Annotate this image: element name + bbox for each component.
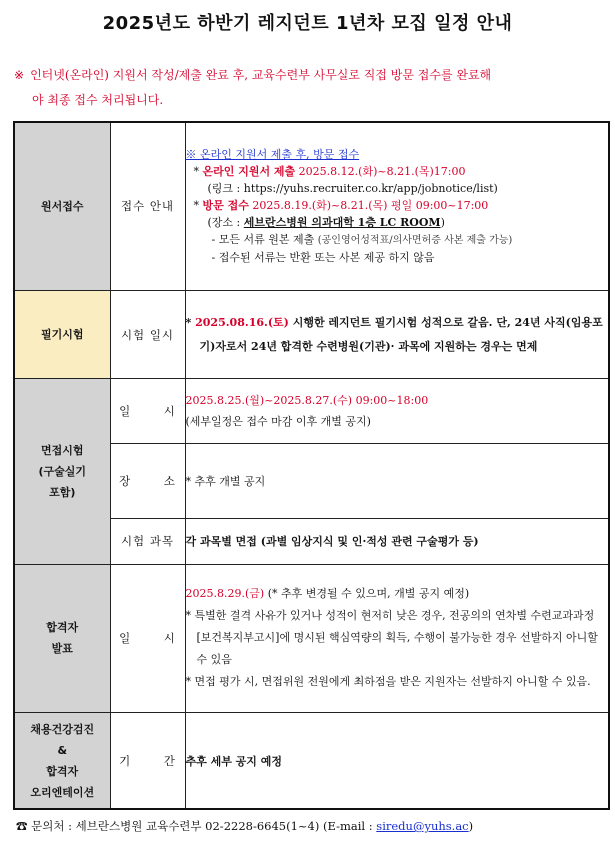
apply-note2: - 접수된 서류는 반환 또는 사본 제공 하지 않음: [211, 251, 435, 265]
written-sub: 시험 일시: [110, 290, 185, 378]
interview-place: * 추후 개별 공지: [185, 444, 609, 518]
result-date-note: (* 추후 변경될 수 있으며, 개별 공지 예정): [267, 587, 470, 601]
interview-subject: 각 과목별 면접 (과별 임상지식 및 인·적성 관련 구술평가 등): [185, 518, 609, 564]
interview-sub-date: 일 시: [110, 379, 185, 444]
health-row: [14, 713, 609, 809]
result-row: [14, 564, 609, 712]
result-content: [185, 564, 609, 712]
apply-row: [14, 122, 609, 290]
written-content: [185, 290, 609, 378]
page-title: 2025년도 하반기 레지던트 1년차 모집 일정 안내: [102, 13, 513, 34]
apply-note1-small: (공인영어성적표/의사면허증 사본 제출 가능): [317, 235, 513, 247]
health-category: 채용건강검진 & 합격자 오리엔테이션: [14, 713, 110, 809]
written-category: 필기시험: [14, 290, 110, 378]
result-date-line: [186, 583, 609, 605]
apply-link[interactable]: (링크 : https://yuhs.recruiter.co.kr/app/jobnotice/list): [207, 182, 498, 196]
written-text: * 2025.08.16.(토) 시행한 레지던트 필기시험 성적으로 갈음. 단, 24년 사직(임용포기)자로서 24년 합격한 수련병원(기관)· 과목에 지원하는 경우는 면제: [185, 315, 603, 353]
interview-sub-subject: 시험 과목: [110, 518, 185, 564]
apply-place: (장소 : 세브란스병원 의과대학 1층 LC ROOM): [207, 216, 445, 230]
contact-email-link[interactable]: siredu@yuhs.ac: [376, 819, 469, 833]
apply-sub: 접수 안내: [110, 122, 185, 290]
interview-date-note: (세부일정은 접수 마감 이후 개별 공지): [185, 415, 371, 429]
interview-category: 면접시험 (구술실기 포함): [14, 379, 110, 565]
health-text: 추후 세부 공지 예정: [185, 713, 609, 809]
interview-sub-place: 장 소: [110, 444, 185, 518]
health-sub: 기 간: [110, 713, 185, 809]
notice-line1: 인터넷(온라인) 지원서 작성/제출 완료 후, 교육수련부 사무실로 직접 방문 접수를 완료해: [30, 68, 492, 82]
apply-category: 원서접수: [14, 122, 110, 290]
written-row: [14, 290, 609, 378]
notice: [14, 63, 610, 113]
apply-visit: * 방문 접수 2025.8.19.(화)~8.21.(목) 평일 09:00~17:00: [193, 199, 489, 213]
written-date: 2025.08.16.(토): [195, 315, 289, 329]
apply-content: [185, 122, 609, 290]
apply-heading: ※ 온라인 지원서 제출 후, 방문 접수: [185, 148, 360, 162]
result-category: 합격자 발표: [14, 564, 110, 712]
notice-line2: 야 최종 접수 처리됩니다.: [32, 93, 164, 107]
schedule-table: [13, 121, 610, 810]
apply-online-label: 온라인 지원서 제출: [202, 165, 296, 179]
notice-mark: ※: [14, 68, 25, 82]
interview-date-row: [14, 379, 609, 444]
result-date: 2025.8.29.(금): [185, 587, 265, 601]
interview-date-content: [185, 379, 609, 444]
result-sub: 일 시: [110, 564, 185, 712]
result-bullet1: * 특별한 결격 사유가 있거나 성적이 현저히 낮은 경우, 전공의의 연차별 수련교과과정 [보건복지부고시]에 명시된 핵심역량의 획득, 수행이 불가능한 경우 선발하지 아니할 수 있음: [185, 609, 598, 667]
apply-online-date: 2025.8.12.(화)~8.21.(목)17:00: [298, 165, 466, 179]
apply-visit-label: 방문 접수: [202, 199, 249, 213]
apply-place-name: 세브란스병원 의과대학 1층 LC ROOM: [243, 216, 441, 230]
contact-label: ☎ 문의처 : 세브란스병원 교육수련부 02-2228-6645(1~4) (E-mail :: [16, 819, 377, 833]
apply-online: * 온라인 지원서 제출 2025.8.12.(화)~8.21.(목)17:00: [193, 165, 466, 179]
interview-date: 2025.8.25.(월)~2025.8.27.(수) 09:00~18:00: [185, 394, 429, 408]
result-bullet2: * 면접 평가 시, 면접위원 전원에게 최하점을 받은 지원자는 선발하지 아니할 수 있음.: [185, 675, 591, 689]
contact-footer: ☎ 문의처 : 세브란스병원 교육수련부 02-2228-6645(1~4) (E-mail : siredu@yuhs.ac): [16, 819, 474, 833]
apply-visit-date: 2025.8.19.(화)~8.21.(목) 평일 09:00~17:00: [252, 199, 489, 213]
apply-note1: - 모든 서류 원본 제출 (공인영어성적표/의사면허증 사본 제출 가능): [211, 233, 513, 247]
